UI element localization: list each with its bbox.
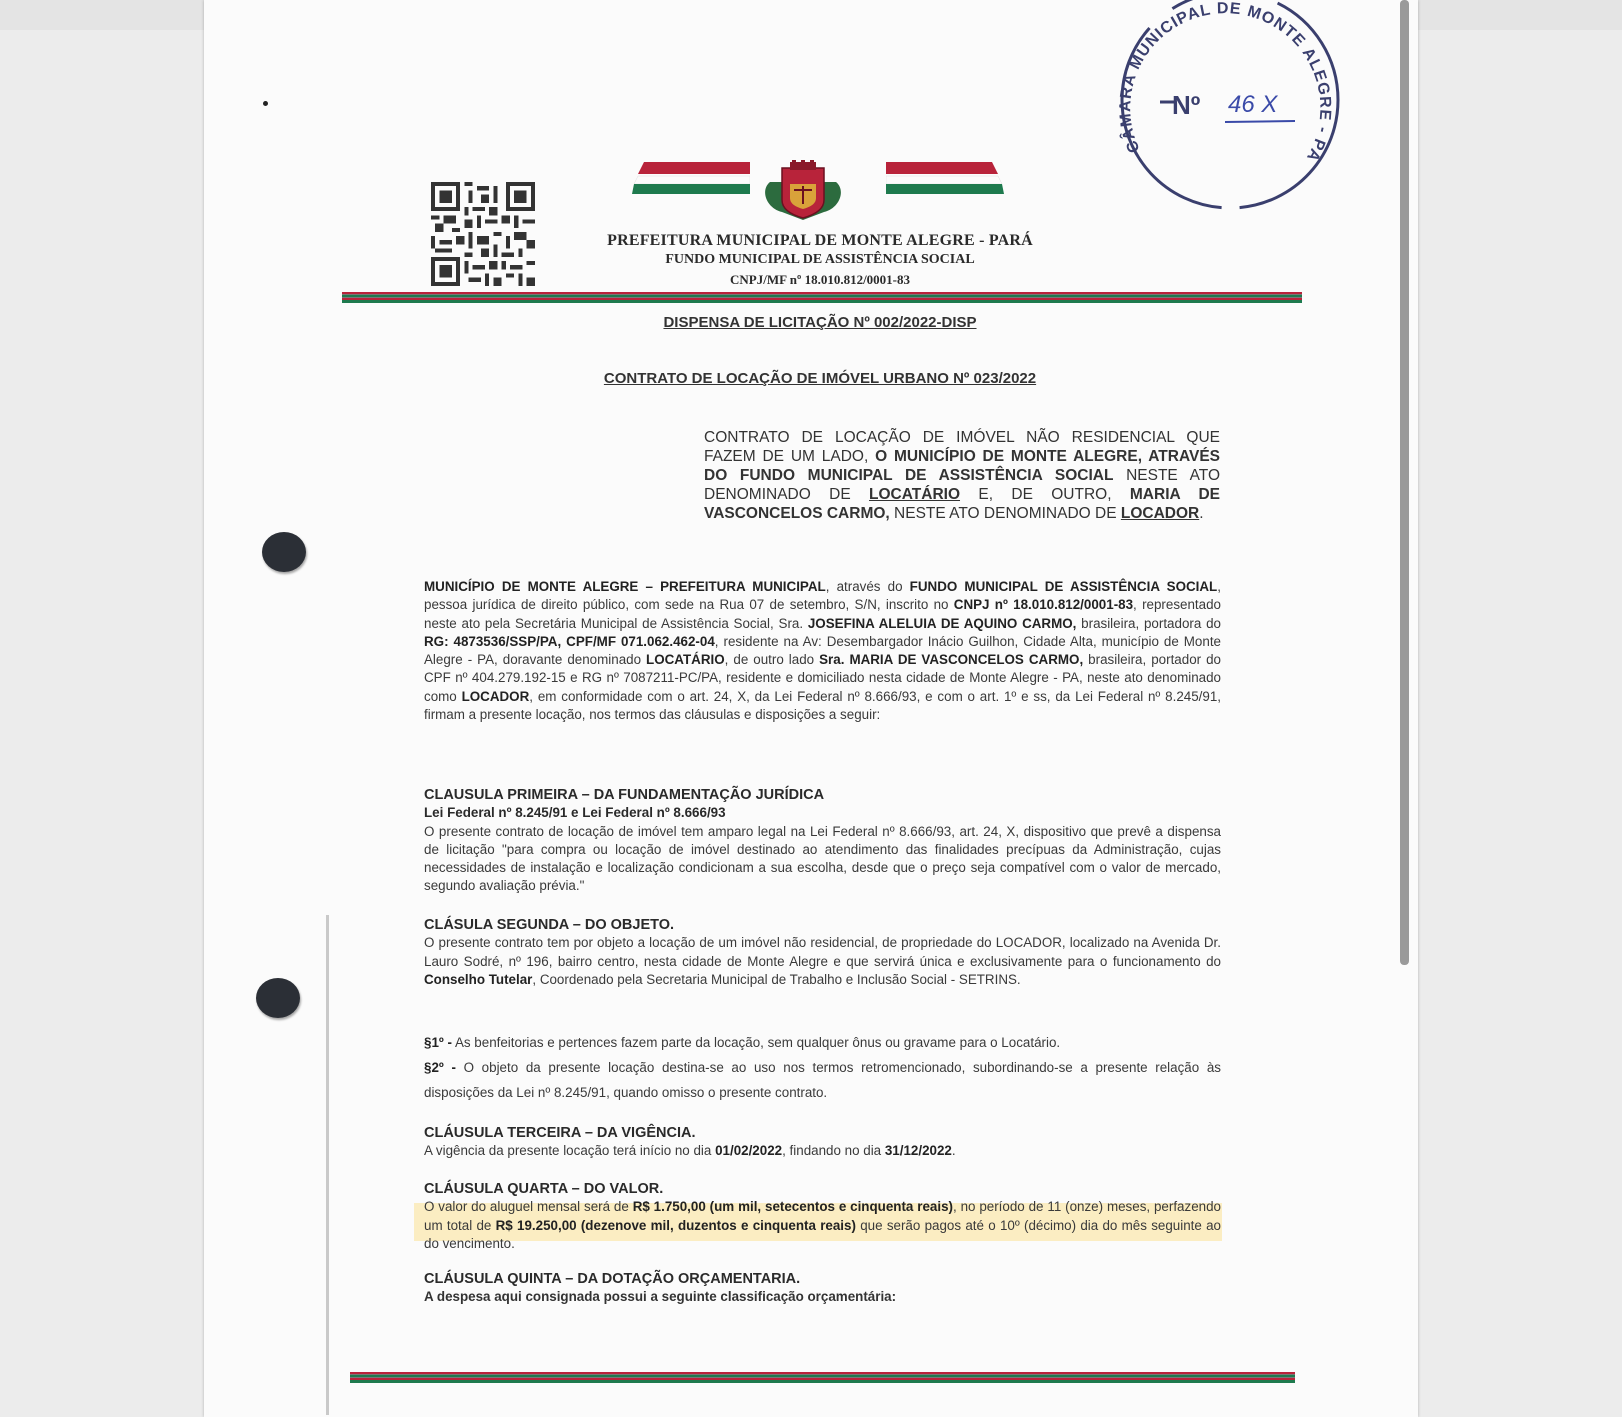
intro-part3: NESTE ATO DENOMINADO DE xyxy=(704,467,1220,503)
header-prefeitura: PREFEITURA MUNICIPAL DE MONTE ALEGRE - PARÁ xyxy=(607,232,1033,249)
viewer-top-stripe-right xyxy=(1418,0,1622,30)
stamp-number-label: Nº xyxy=(1172,90,1201,120)
intro-part6: MARIA DE VASCONCELOS CARMO, xyxy=(704,486,1220,522)
intro-part7: NESTE ATO DENOMINADO DE xyxy=(894,505,1117,522)
intro-locador: LOCADOR xyxy=(1120,505,1200,522)
intro-locatario: LOCATÁRIO xyxy=(869,486,961,503)
intro-part1: CONTRATO DE LOCAÇÃO DE IMÓVEL NÃO RESIDENCIAL QUE FAZEM DE UM LADO, xyxy=(704,429,1220,465)
preamble-s1: MUNICÍPIO DE MONTE ALEGRE – PREFEITURA MUNICIPAL xyxy=(424,579,826,594)
paragraph-2-label: §2º - xyxy=(424,1060,456,1075)
svg-text:CÂMARA MUNICIPAL DE MONTE ALEG xyxy=(1117,0,1333,165)
clause-4-total-value: R$ 19.250,00 (dezenove mil, duzentos e cinquenta reais) xyxy=(495,1217,856,1233)
header-divider xyxy=(342,292,1302,303)
clause-3-text-a: A vigência da presente locação terá início no dia xyxy=(424,1143,716,1159)
preamble-s3: FUNDO MUNICIPAL DE ASSISTÊNCIA SOCIAL xyxy=(909,579,1218,594)
intro-part2: O MUNICÍPIO DE MONTE ALEGRE, ATRAVÉS DO FUNDO MUNICIPAL DE ASSISTÊNCIA SOCIAL xyxy=(704,448,1220,484)
intro-part5: E, DE OUTRO, xyxy=(978,486,1112,503)
qr-code xyxy=(430,182,536,286)
paragraph-1-text: As benfeitorias e pertences fazem parte da locação, sem qualquer ônus ou gravame para o Locatário. xyxy=(451,1035,1061,1050)
flag-right-icon xyxy=(886,162,1004,194)
viewer-background-left xyxy=(0,0,204,1417)
preamble-s14: brasileira, portador do CPF nº 404.279.192-15 e RG nº 7087211-PC/PA, residente e domiciliado nesta cidade de Monte Alegre - PA, neste ato denominado como xyxy=(424,652,1221,704)
preamble-paragraph xyxy=(424,578,1221,724)
clause-2 xyxy=(424,916,1221,989)
scan-speck xyxy=(263,101,268,106)
preamble-s4: , pessoa jurídica de direito público, com sede na Rua 07 de setembro, S/N, inscrito no xyxy=(424,579,1221,613)
clause-4-text-c: que serão pagos até o 10º (décimo) dia do mês seguinte ao do vencimento. xyxy=(424,1217,1222,1251)
preamble-s8: brasileira, portadora do xyxy=(1076,615,1221,631)
clause-3-date-start: 01/02/2022 xyxy=(715,1143,783,1159)
stamp-ring-text: CÂMARA MUNICIPAL DE MONTE ALEGRE - PA xyxy=(1117,0,1334,165)
footer-divider xyxy=(350,1372,1295,1383)
preamble-s7: JOSEFINA ALELUIA DE AQUINO CARMO, xyxy=(807,615,1077,631)
clause-1-text: O presente contrato de locação de imóvel tem amparo legal na Lei Federal nº 8.666/93, art. 24, X, dispositivo que prevê a dispensa de licitação "para compra ou locação de imóvel destinado ao atendimento das finalidades precípuas da Administração, cujas necessidades de instalação e localização condicionam a sua escolha, desde que o preço seja compatível com o valor de mercado, segundo avaliação prévia." xyxy=(424,823,1221,894)
clause-4-text-b: , no período de 11 (onze) meses, perfazendo um total de xyxy=(424,1199,1221,1233)
viewer-top-stripe-left xyxy=(0,0,204,30)
preamble-s13: Sra. MARIA DE VASCONCELOS CARMO, xyxy=(819,652,1084,668)
clause-3-text-b: , findando no dia xyxy=(782,1143,885,1159)
clause-3 xyxy=(424,1124,1221,1161)
stamp-number-value: 46 X xyxy=(1228,91,1278,118)
contract-intro xyxy=(704,428,1220,523)
flag-left-icon xyxy=(632,162,750,194)
punch-hole-top xyxy=(262,532,306,572)
paragraph-1-label: §1º - xyxy=(424,1035,452,1050)
binding-line xyxy=(326,915,329,1415)
preamble-s6: , representado neste ato pela Secretária Municipal de Assistência Social, Sra. xyxy=(424,597,1221,631)
preamble-s5: CNPJ nº 18.010.812/0001-83 xyxy=(953,597,1134,613)
dispensa-title: DISPENSA DE LICITAÇÃO Nº 002/2022-DISP xyxy=(663,314,977,331)
preamble-s16: , em conformidade com o art. 24, X, da Lei Federal nº 8.666/93, e com o art. 1º e ss, da Lei Federal nº 8.245/91, firmam a presente locação, nos termos das cláusulas e disposições a seguir: xyxy=(424,688,1221,723)
header-cnpj: CNPJ/MF nº 18.010.812/0001-83 xyxy=(729,272,911,287)
punch-hole-bottom xyxy=(256,978,300,1018)
preamble-s12: , de outro lado xyxy=(724,652,820,668)
clause-2-text-c: , Coordenado pela Secretaria Municipal de Trabalho e Inclusão Social - SETRINS. xyxy=(532,971,1021,987)
header-fundo: FUNDO MUNICIPAL DE ASSISTÊNCIA SOCIAL xyxy=(665,252,975,267)
clause-2-text-a: O presente contrato tem por objeto a locação de um imóvel não residencial, de propriedade do LOCADOR, localizado na Avenida Dr. Lauro Sodré, nº 196, bairro centro, nesta cidade de Monte Alegre e que servirá única e exclusivamente para o funcionamento do xyxy=(424,935,1221,969)
clause-5-text: A despesa aqui consignada possui a seguinte classificação orçamentária: xyxy=(424,1289,897,1305)
clause-2-paragraphs xyxy=(424,1030,1221,1105)
preamble-s2: , através do xyxy=(825,579,910,594)
clause-4-title: CLÁUSULA QUARTA – DO VALOR. xyxy=(424,1181,664,1197)
clause-1 xyxy=(424,786,1221,896)
clause-3-date-end: 31/12/2022 xyxy=(884,1143,952,1159)
preamble-s11: LOCATÁRIO xyxy=(646,652,725,668)
stamp-seal xyxy=(1100,0,1360,210)
clause-2-title: CLÁSULA SEGUNDA – DO OBJETO. xyxy=(424,917,675,933)
contract-title: CONTRATO DE LOCAÇÃO DE IMÓVEL URBANO Nº 023/2022 xyxy=(603,370,1037,387)
coat-of-arms-icon xyxy=(760,160,846,222)
preamble-s10: , residente na Av: Desembargador Inácio Guilhon, Cidade Alta, município de Monte Alegre - PA, doravante denominado xyxy=(424,633,1221,668)
clause-1-title: CLAUSULA PRIMEIRA – DA FUNDAMENTAÇÃO JURÍDICA xyxy=(424,787,825,803)
preamble-s15: LOCADOR xyxy=(461,688,530,704)
clause-4-monthly-value: R$ 1.750,00 (um mil, setecentos e cinquenta reais) xyxy=(632,1199,953,1215)
clause-2-conselho: Conselho Tutelar xyxy=(424,971,533,987)
viewer-background-right xyxy=(1418,0,1622,1417)
clause-1-subtitle: Lei Federal nº 8.245/91 e Lei Federal nº 8.666/93 xyxy=(424,805,726,821)
paragraph-2-text: O objeto da presente locação destina-se ao uso nos termos retromencionado, subordinando-se a presente relação às disposições da Lei nº 8.245/91, quando omisso o presente contrato. xyxy=(424,1060,1222,1100)
vertical-scrollbar[interactable] xyxy=(1400,0,1409,965)
preamble-s9: RG: 4873536/SSP/PA, CPF/MF 071.062.462-04 xyxy=(424,633,715,649)
intro-part9: . xyxy=(1199,505,1204,522)
clause-5-title: CLÁUSULA QUINTA – DA DOTAÇÃO ORÇAMENTARIA. xyxy=(424,1271,801,1287)
clause-5 xyxy=(424,1270,1221,1307)
clause-3-title: CLÁUSULA TERCEIRA – DA VIGÊNCIA. xyxy=(424,1125,696,1141)
clause-4-text-a: O valor do aluguel mensal será de xyxy=(424,1199,633,1215)
clause-3-text-c: . xyxy=(951,1143,956,1159)
clause-4 xyxy=(424,1180,1221,1253)
